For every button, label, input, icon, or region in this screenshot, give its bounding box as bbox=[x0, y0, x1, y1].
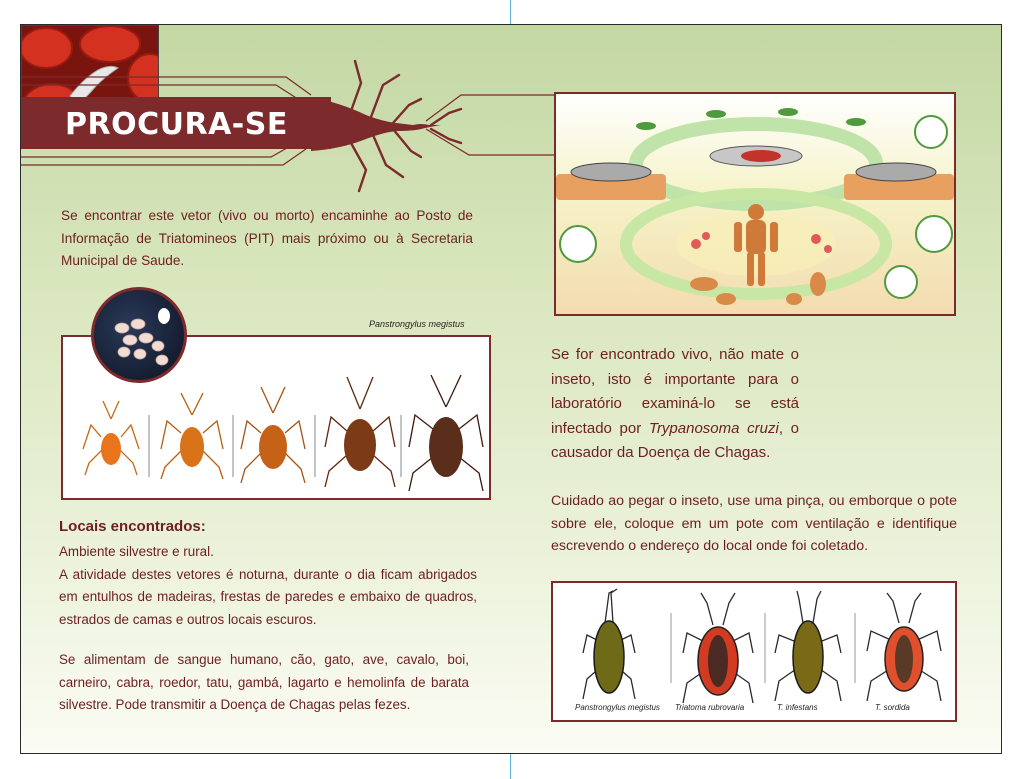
species-label-infestans: T. infestans bbox=[777, 703, 818, 712]
leaflet-page bbox=[20, 24, 1002, 754]
adult-species-image bbox=[553, 583, 955, 720]
alive-insect-paragraph bbox=[551, 343, 799, 466]
nymph-species-caption: Panstrongylus megistus bbox=[369, 319, 465, 329]
trypanosoma-name: Trypanosoma cruzi bbox=[648, 419, 779, 437]
species-label-megistus: Panstrongylus megistus bbox=[575, 703, 660, 712]
locais-line1: Ambiente silvestre e rural. bbox=[59, 544, 214, 559]
careful-paragraph: Cuidado ao pegar o inseto, use uma pinça, ou emborque o pote sobre ele, coloque em um pote com ventilação e identifique escrevendo o endereço do local onde foi coletado. bbox=[551, 493, 957, 554]
adult-species-figure bbox=[551, 581, 957, 722]
eggs-photo bbox=[91, 287, 187, 383]
locais-heading: Locais encontrados: bbox=[59, 518, 206, 535]
alimentam-paragraph: Se alimentam de sangue humano, cão, gato, ave, cavalo, boi, carneiro, cabra, roedor, tatu, gambá, lagarto e hemolinfa de barata silvestre. Pode transmitir a Doença de Chagas pelas fezes. bbox=[59, 652, 469, 712]
page-title: PROCURA-SE bbox=[65, 107, 288, 142]
locais-text: A atividade destes vetores é noturna, durante o dia ficam abrigados em entulhos de madeiras, frestas de paredes e embaixo de quadros, estrados de camas e outros locais escuros. bbox=[59, 566, 477, 627]
intro-paragraph: Se encontrar este vetor (vivo ou morto) encaminhe ao Posto de Informação de Triatomineos (PIT) mais próximo ou à Secretaria Municipal de Saude. bbox=[61, 208, 473, 268]
alive-text-before: Se for encontrado vivo, não mate o inseto, isto é importante para o laboratório examiná-lo se está infectado por bbox=[551, 346, 799, 437]
species-label-rubrovaria: Triatoma rubrovaria bbox=[675, 703, 745, 712]
alive-text-after: , o causador da Doença de Chagas. bbox=[551, 419, 799, 462]
transmission-cycle-image bbox=[556, 94, 954, 314]
eggs-image bbox=[94, 290, 184, 380]
species-label-sordida: T. sordida bbox=[875, 703, 910, 712]
transmission-cycle-figure bbox=[554, 92, 956, 316]
locais-paragraph bbox=[59, 541, 477, 631]
